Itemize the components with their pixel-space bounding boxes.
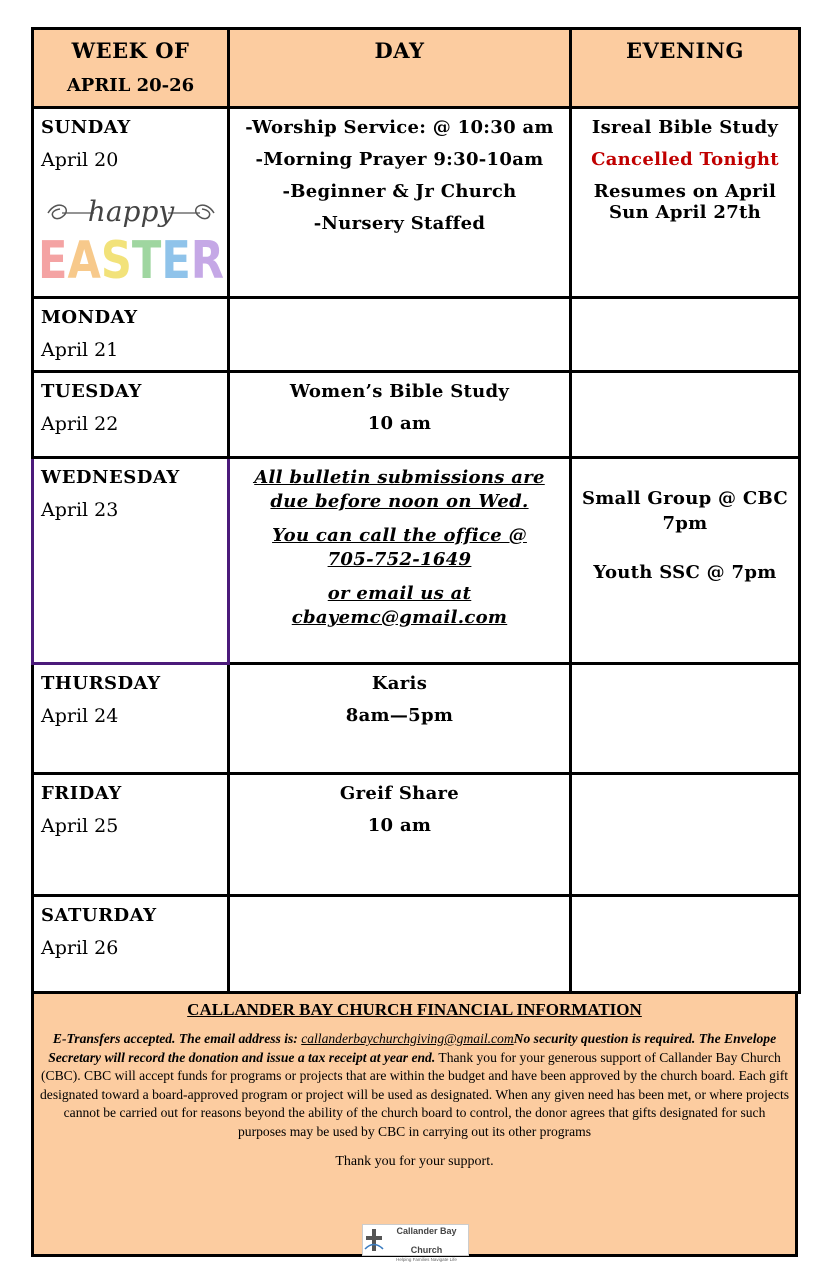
giving-email-link[interactable]: callanderbaychurchgiving@gmail.com [301, 1031, 514, 1046]
row-sunday [33, 108, 800, 298]
saturday-evening-cell [571, 896, 800, 993]
saturday-day-cell [229, 896, 571, 993]
sunday-cell: SUNDAY April 20 happy EASTER [33, 108, 229, 298]
svg-text:EASTER: EASTER [38, 231, 231, 291]
monday-day-cell [229, 298, 571, 372]
header-evening: EVENING [571, 29, 800, 108]
friday-cell: FRIDAY April 25 [33, 774, 229, 896]
monday-cell: MONDAY April 21 [33, 298, 229, 372]
friday-day-cell: Greif Share 10 am [229, 774, 571, 896]
wednesday-notes-cell: All bulletin submissions are due before noon on Wed. You can call the office @ 705-752-1649 or email us at cbayemc@gmail.com [229, 458, 571, 664]
tuesday-evening-cell [571, 372, 800, 458]
church-logo: Callander Bay Church Helping Families Navigate Life [362, 1224, 469, 1256]
financial-body: E-Transfers accepted. The email address is: callanderbaychurchgiving@gmail.comNo security question is required. The Envelope Secretary will record the donation and issue a tax receipt at year end. Thank you for your generous support of Callander Bay Church (CBC). CBC will accept funds for programs or projects that are within the budget and have been approved by the church board. Each gift designated toward a board-approved program or project will be used as designated. When any given need has been met, or where projects cannot be carried out for reasons beyond the ability of the church board to control, the donor agrees that gifts designated for such purposes may be used by CBC in carrying out its other programs [39, 1031, 790, 1139]
weekly-schedule-table [31, 27, 801, 994]
row-tuesday [33, 372, 800, 458]
friday-evening-cell [571, 774, 800, 896]
row-wednesday [33, 458, 800, 664]
sunday-day-cell: -Worship Service: @ 10:30 am -Morning Prayer 9:30-10am -Beginner & Jr Church -Nursery Staffed [229, 108, 571, 298]
financial-info-box [31, 994, 798, 1262]
thursday-day-cell: Karis 8am—5pm [229, 664, 571, 774]
row-saturday [33, 896, 800, 993]
monday-evening-cell [571, 298, 800, 372]
header-row [33, 29, 800, 108]
bulletin-sheet [31, 27, 796, 1262]
tuesday-cell: TUESDAY April 22 [33, 372, 229, 458]
thursday-cell: THURSDAY April 24 [33, 664, 229, 774]
header-day: DAY [229, 29, 571, 108]
header-week-of: WEEK OF APRIL 20-26 [33, 29, 229, 108]
office-email: cbayemc@gmail.com [291, 607, 508, 628]
sunday-evening-cell: Isreal Bible Study Cancelled Tonight Resumes on April Sun April 27th [571, 108, 800, 298]
row-friday [33, 774, 800, 896]
financial-title: CALLANDER BAY CHURCH FINANCIAL INFORMATION [187, 1000, 642, 1019]
row-monday [33, 298, 800, 372]
thursday-evening-cell [571, 664, 800, 774]
wednesday-cell: WEDNESDAY April 23 [33, 458, 229, 664]
wednesday-evening-cell: Small Group @ CBC 7pm Youth SSC @ 7pm [571, 458, 800, 664]
tuesday-day-cell: Women’s Bible Study 10 am [229, 372, 571, 458]
cross-icon [363, 1227, 385, 1253]
happy-easter-image [38, 183, 231, 291]
thanks-note: Thank you for your support. [335, 1153, 494, 1169]
svg-text:happy: happy [87, 195, 175, 228]
row-thursday [33, 664, 800, 774]
saturday-cell: SATURDAY April 26 [33, 896, 229, 993]
